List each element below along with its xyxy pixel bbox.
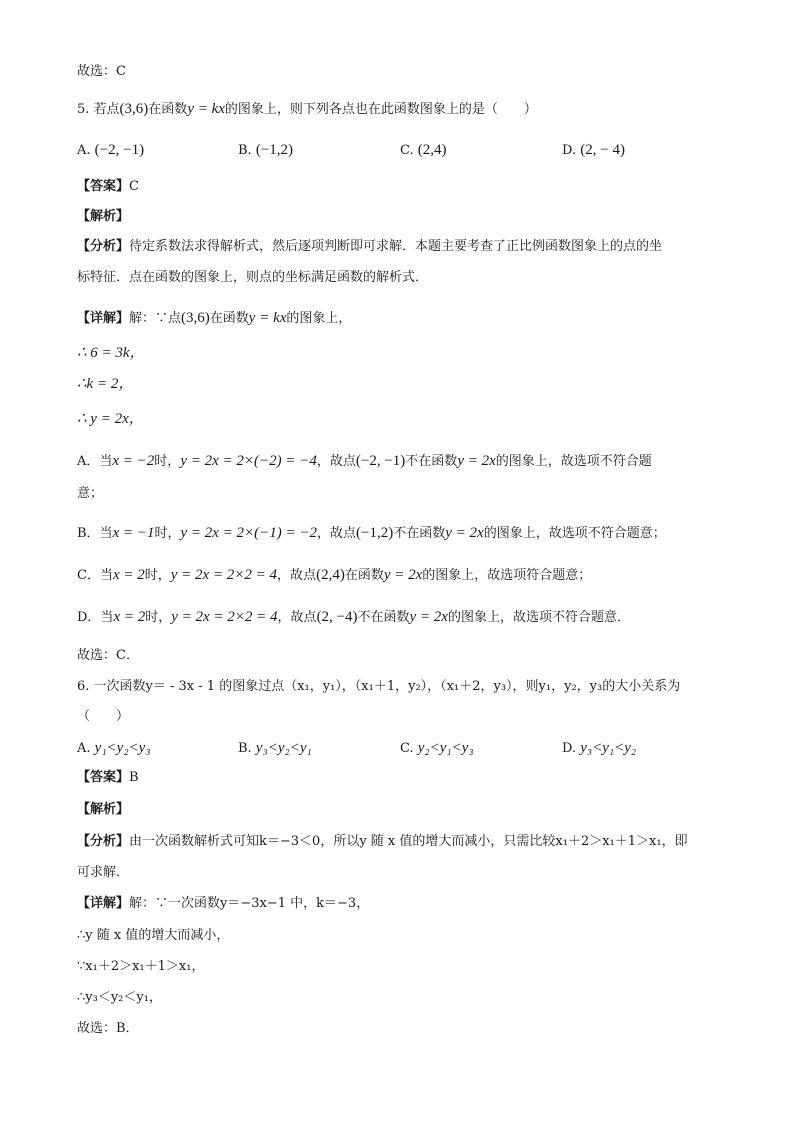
q5-option-b: B. (−1,2)	[238, 142, 294, 158]
q6-option-d: D. y₃<y₁<y₂	[562, 740, 637, 756]
q5-check-b: B．当x = −1时，y = 2x = 2×(−1) = −2，故点(−1,2)不在函数y = 2x的图象上，故选项不符合题意；	[77, 525, 666, 541]
q5-check-a-cont: 意；	[77, 486, 104, 501]
q5-detail: 【详解】解：∵点(3,6)在函数y = kx的图象上，	[77, 310, 352, 326]
q6-step-1: ∴y 随 x 值的增大而减小，	[77, 928, 230, 943]
q5-fenxi-cont: 标特征．点在函数的图象上，则点的坐标满足函数的解析式．	[77, 270, 429, 285]
q5-step-2: ∴k = 2，	[77, 376, 134, 392]
q5-option-a: A. (−2, −1)	[77, 142, 145, 158]
q5-final: 故选：C．	[77, 648, 139, 663]
question-6-stem: 6. 一次函数y＝ - 3x - 1 的图象过点（x₁，y₁），（x₁＋1，y₂），（x₁＋2，y₃），则y₁，y₂，y₃的大小关系为	[77, 679, 681, 694]
question-5-stem: 5. 若点(3,6)在函数y = kx的图象上，则下列各点也在此函数图象上的是（ ）	[77, 101, 537, 117]
q5-step-1: ∴ 6 = 3k，	[77, 345, 145, 361]
q6-option-b: B. y₃<y₂<y₁	[238, 740, 312, 756]
q5-check-c: C．当x = 2时，y = 2x = 2×2 = 4，故点(2,4)在函数y = 2x的图象上，故选项符合题意；	[77, 567, 592, 583]
q5-option-d: D. (2, − 4)	[562, 142, 625, 158]
previous-answer: 故选：C	[77, 64, 126, 79]
q6-analysis-heading: 【解析】	[77, 802, 130, 817]
q5-option-c: C. (2,4)	[400, 142, 447, 158]
q6-step-2: ∵x₁＋2＞x₁＋1＞x₁，	[77, 959, 205, 974]
q6-fenxi: 【分析】由一次函数解析式可知k＝−3＜0，所以y 随 x 值的增大而减小，只需比较x₁＋2＞x₁＋1＞x₁，即	[77, 834, 688, 849]
q5-answer: 【答案】C	[77, 179, 139, 194]
q5-check-d: D．当x = 2时，y = 2x = 2×2 = 4，故点(2, −4)不在函数y = 2x的图象上，故选项不符合题意．	[77, 609, 630, 625]
q5-step-3: ∴ y = 2x，	[77, 411, 144, 427]
q5-analysis-heading: 【解析】	[77, 209, 130, 224]
q6-fenxi-cont: 可求解．	[77, 865, 130, 880]
question-6-stem-cont: （ ）	[77, 709, 130, 724]
q6-option-c: C. y₂<y₁<y₃	[400, 740, 474, 756]
q5-fenxi: 【分析】待定系数法求得解析式，然后逐项判断即可求解．本题主要考查了正比例函数图象上的点的坐	[77, 239, 663, 254]
q5-check-a: A．当x = −2时，y = 2x = 2×(−2) = −4，故点(−2, −1)不在函数y = 2x的图象上，故选项不符合题	[77, 453, 652, 469]
q6-detail: 【详解】解：∵一次函数y＝−3x−1 中，k＝−3，	[77, 896, 370, 911]
q6-step-3: ∴y₃＜y₂＜y₁，	[77, 990, 162, 1005]
q6-answer: 【答案】B	[77, 770, 139, 785]
q6-option-a: A. y₁<y₂<y₃	[77, 740, 151, 756]
q6-final: 故选：B．	[77, 1021, 139, 1036]
